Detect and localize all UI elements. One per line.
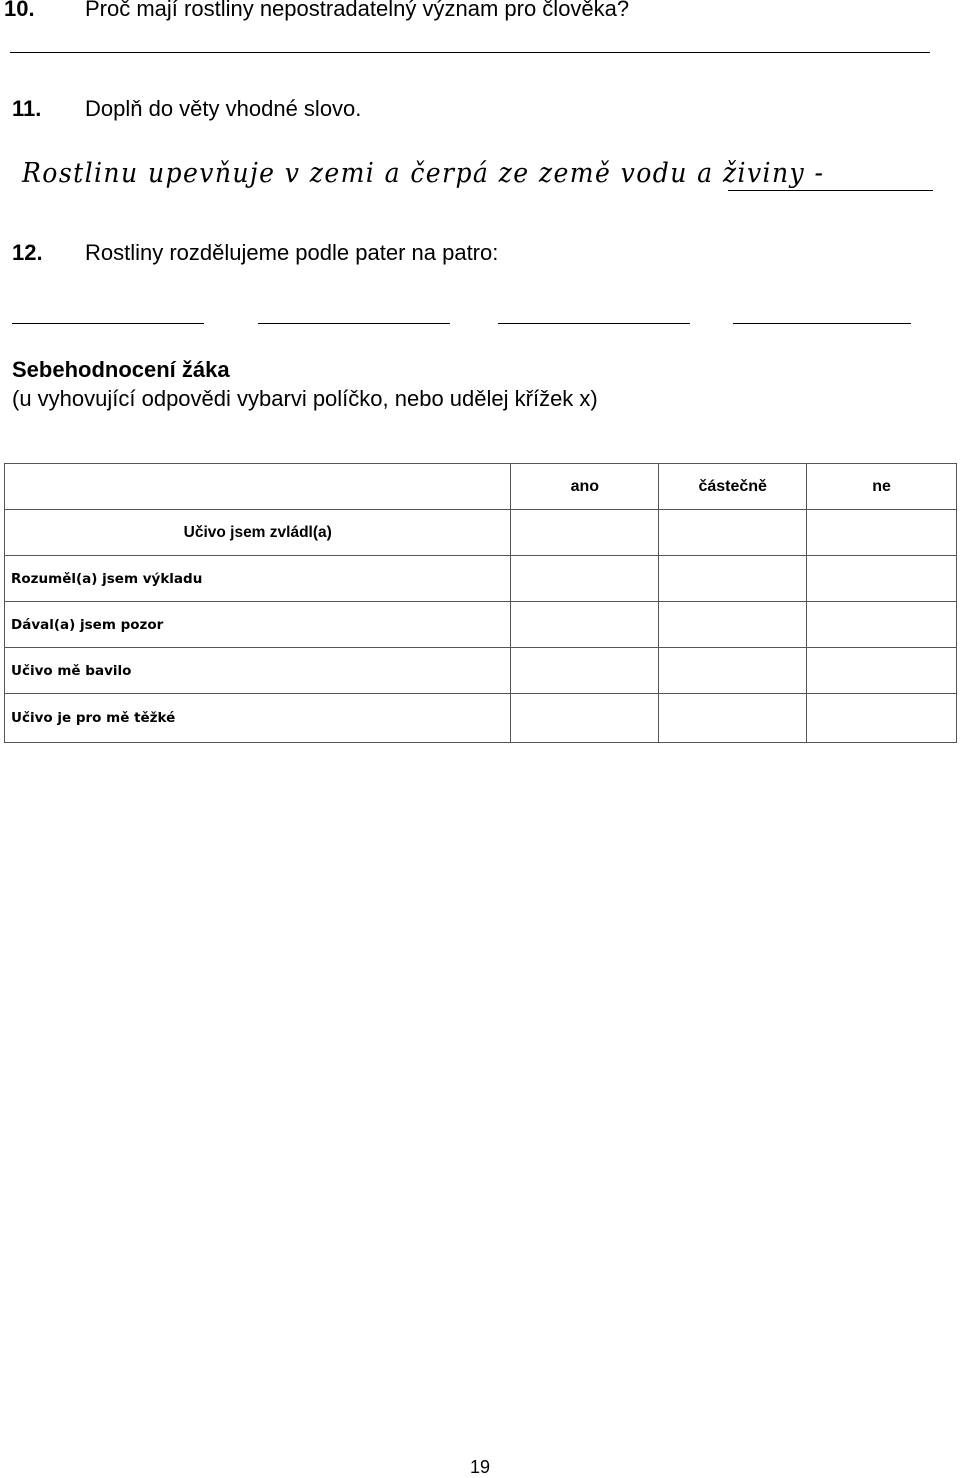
answer-cell-castecne[interactable] xyxy=(659,694,807,743)
answer-cell-ne[interactable] xyxy=(807,556,957,602)
self-assessment-heading: Sebehodnocení žáka xyxy=(12,357,230,382)
answer-cell-ne[interactable] xyxy=(807,648,957,694)
question-11-number: 11. xyxy=(12,96,42,121)
answer-cell-ne[interactable] xyxy=(807,694,957,743)
answer-cell-castecne[interactable] xyxy=(659,556,807,602)
row-label: Učivo je pro mě těžké xyxy=(5,694,511,743)
table-header-row xyxy=(5,464,957,510)
self-assessment-table xyxy=(4,463,957,743)
answer-cell-ne[interactable] xyxy=(807,602,957,648)
page-number: 19 xyxy=(469,1457,491,1477)
table-row xyxy=(5,510,957,556)
answer-cell-castecne[interactable] xyxy=(659,602,807,648)
answer-cell-ano[interactable] xyxy=(511,602,659,648)
answer-cell-ano[interactable] xyxy=(511,648,659,694)
row-label: Učivo jsem zvládl(a) xyxy=(5,510,511,556)
column-header-castecne: částečně xyxy=(659,464,807,510)
answer-cell-ano[interactable] xyxy=(511,510,659,556)
column-header-ano: ano xyxy=(511,464,659,510)
question-10-number: 10. xyxy=(4,0,35,21)
answer-line-10[interactable] xyxy=(10,52,930,53)
question-11-text: Doplň do věty vhodné slovo. xyxy=(85,96,362,121)
answer-cell-ano[interactable] xyxy=(511,694,659,743)
self-assessment-instruction: (u vyhovující odpovědi vybarvi políčko, nebo udělej křížek x) xyxy=(12,386,598,411)
table-row xyxy=(5,556,957,602)
answer-line-12a[interactable] xyxy=(12,323,204,324)
question-12-number: 12. xyxy=(12,240,43,265)
row-label: Rozuměl(a) jsem výkladu xyxy=(5,556,511,602)
table-row xyxy=(5,648,957,694)
table-corner-cell xyxy=(5,464,511,510)
answer-cell-ano[interactable] xyxy=(511,556,659,602)
column-header-ne: ne xyxy=(807,464,957,510)
table-row xyxy=(5,694,957,743)
answer-cell-ne[interactable] xyxy=(807,510,957,556)
question-12-text: Rostliny rozdělujeme podle pater na patro: xyxy=(85,240,499,265)
answer-line-12b[interactable] xyxy=(258,323,450,324)
question-10-text: Proč mají rostliny nepostradatelný význam pro člověka? xyxy=(85,0,630,21)
answer-line-12c[interactable] xyxy=(498,323,690,324)
answer-cell-castecne[interactable] xyxy=(659,510,807,556)
answer-cell-castecne[interactable] xyxy=(659,648,807,694)
answer-line-11[interactable] xyxy=(728,190,933,191)
row-label: Dával(a) jsem pozor xyxy=(5,602,511,648)
table-row xyxy=(5,602,957,648)
row-label: Učivo mě bavilo xyxy=(5,648,511,694)
answer-line-12d[interactable] xyxy=(733,323,911,324)
cursive-sentence: Rostlinu upevňuje v zemi a čerpá ze země vodu a živiny - xyxy=(22,158,825,189)
